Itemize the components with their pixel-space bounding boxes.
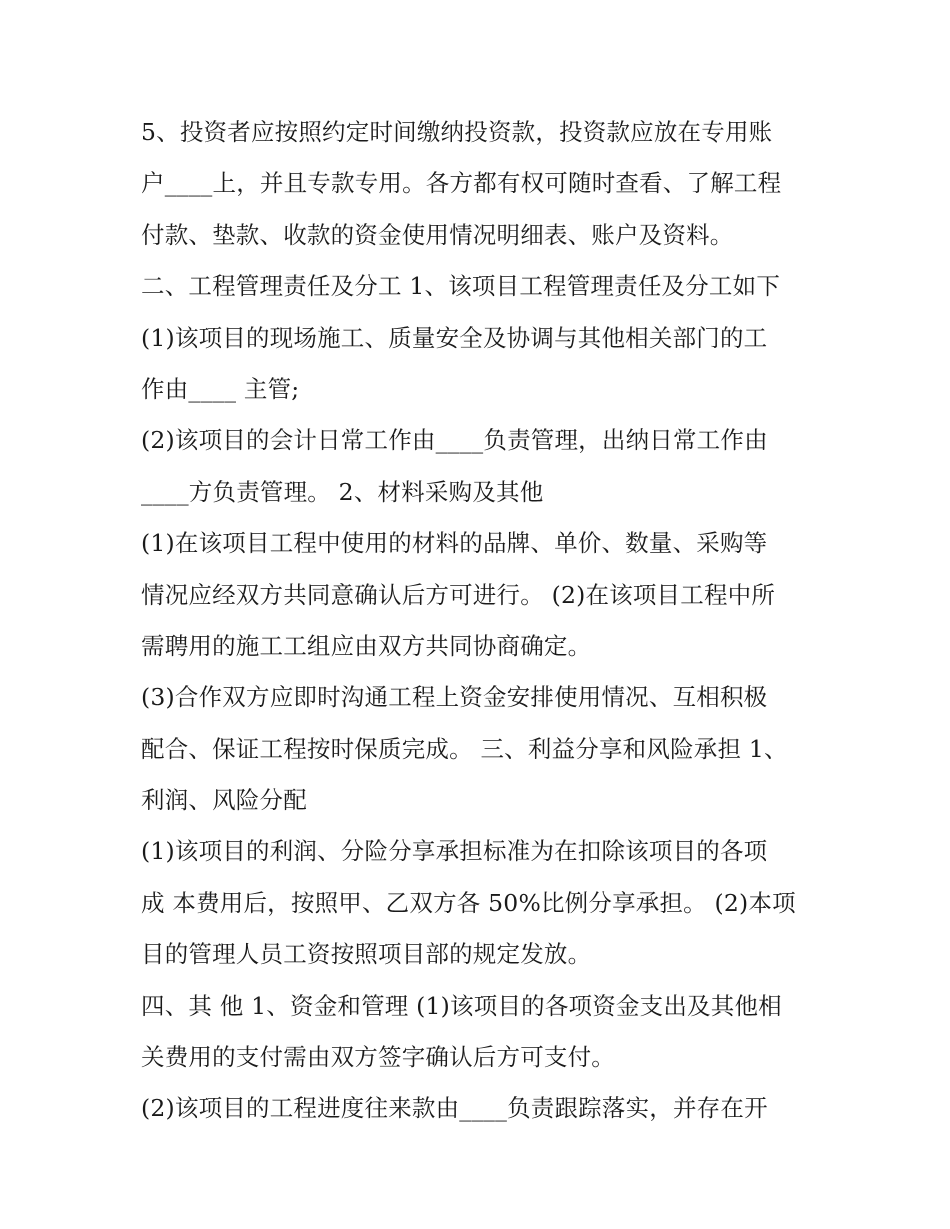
text-line: 目的管理人员工资按照项目部的规定发放。 bbox=[141, 940, 592, 969]
text-line: 5、投资者应按照约定时间缴纳投资款，投资款应放在专用账 bbox=[141, 118, 773, 146]
text-line: (3)合作双方应即时沟通工程上资金安排使用情况、互相积极 bbox=[141, 683, 768, 712]
text-line: 户____上，并且专款专用。各方都有权可随时查看、了解工程 bbox=[141, 169, 782, 198]
text-line: (1)该项目的现场施工、质量安全及协调与其他相关部门的工 bbox=[141, 323, 768, 352]
text-line: 情况应经双方共同意确认后方可进行。 (2)在该项目工程中所 bbox=[141, 580, 776, 609]
text-line: (1)在该项目工程中使用的材料的品牌、单价、数量、采购等 bbox=[141, 529, 768, 558]
text-line: 四、其 他 1、资金和管理 (1)该项目的各项资金支出及其他相 bbox=[141, 991, 782, 1020]
text-line: (1)该项目的利润、分险分享承担标准为在扣除该项目的各项 bbox=[141, 837, 768, 866]
text-line: 成 本费用后，按照甲、乙双方各 50%比例分享承担。 (2)本项 bbox=[141, 888, 796, 917]
text-line: 付款、垫款、收款的资金使用情况明细表、账户及资料。 bbox=[141, 220, 734, 249]
text-line: (2)该项目的会计日常工作由____负责管理，出纳日常工作由 bbox=[141, 426, 768, 455]
text-line: 二、工程管理责任及分工 1、该项目工程管理责任及分工如下 bbox=[141, 272, 781, 301]
text-line: 关费用的支付需由双方签字确认后方可支付。 bbox=[141, 1043, 615, 1072]
text-line: 需聘用的施工工组应由双方共同协商确定。 bbox=[141, 631, 592, 660]
text-line: ____方负责管理。 2、材料采购及其他 bbox=[141, 477, 544, 506]
text-line: 配合、保证工程按时保质完成。 三、利益分享和风险承担 1、 bbox=[141, 734, 788, 763]
document-body bbox=[141, 107, 811, 1135]
text-line: 作由____ 主管; bbox=[141, 374, 300, 403]
text-line: 利润、风险分配 bbox=[141, 786, 307, 815]
text-line: (2)该项目的工程进度往来款由____负责跟踪落实，并存在开 bbox=[141, 1094, 768, 1123]
